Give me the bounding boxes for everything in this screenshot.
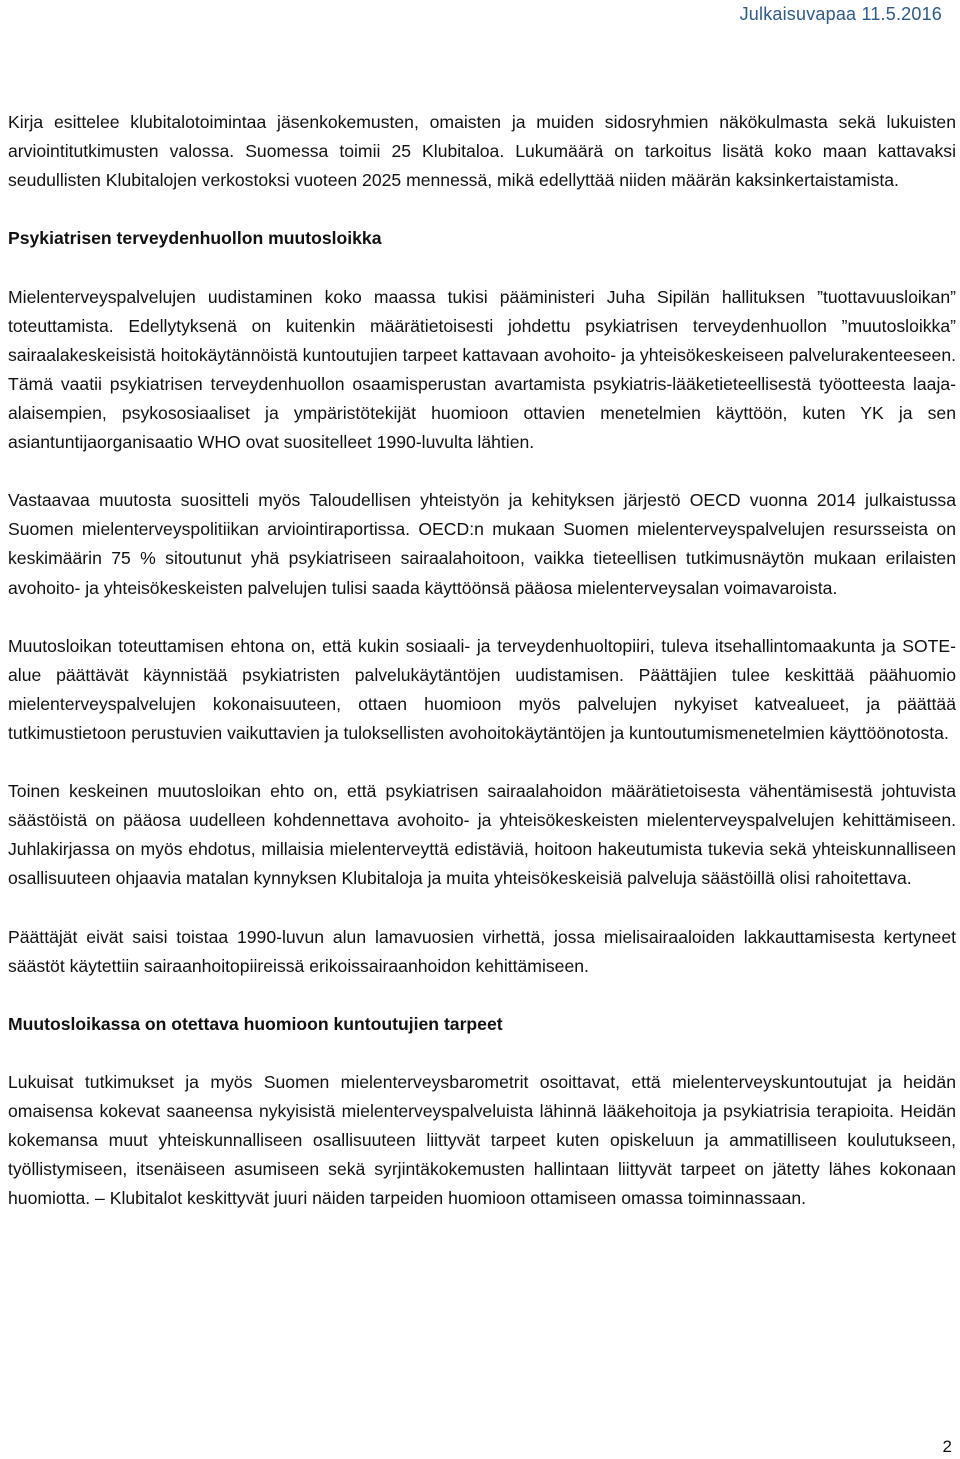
- paragraph-5: Päättäjät eivät saisi toistaa 1990-luvun alun lamavuosien virhettä, jossa mielisairaaloiden lakkauttamisesta kertyneet säästöt käytettiin sairaanhoitopiireissä erikoissairaanhoidon kehittämiseen.: [8, 926, 956, 976]
- intro-paragraph: Kirja esittelee klubitalotoimintaa jäsenkokemusten, omaisten ja muiden sidosryhmien näkökulmasta sekä lukuisten arviointitutkimusten valossa. Suomessa toimii 25 Klubitaloa. Lukumäärä on tarkoitus lisätä koko maan kattavaksi seudullisten Klubitalojen verkostoksi vuoteen 2025 mennessä, mikä edellyttää niiden määrän kaksinkertaistamista.: [8, 112, 956, 191]
- section-heading-muutosloikka: Psykiatrisen terveydenhuollon muutosloikka: [8, 228, 382, 249]
- paragraph-4: Toinen keskeinen muutosloikan ehto on, että psykiatrisen sairaalahoidon määrätietoisesta vähentämisestä johtuvista säästöistä on pääosa uudelleen kohdennettava avohoito- ja yhteisökeskeisten mielenterveyspalvelujen kehittämiseen. Juhlakirjassa on myös ehdotus, millaisia mielenterveyttä edistäviä, hoitoon hakeutumista tukevia sekä yhteiskunnalliseen osallisuuteen ohjaavia matalan kynnyksen Klubitaloja ja muita yhteisökeskeisiä palveluja säästöillä olisi rahoitettava.: [8, 781, 956, 889]
- paragraph-2: Vastaavaa muutosta suositteli myös Taloudellisen yhteistyön ja kehityksen järjestö OECD vuonna 2014 julkaistussa Suomen mielenterveyspolitiikan arviointiraportissa. OECD:n mukaan Suomen mielenterveyspalvelujen resursseista on keskimäärin 75 % sitoutunut yhä psykiatriseen sairaalahoitoon, vaikka tieteellisen tutkimusnäytön mukaan erilaisten avohoito- ja yhteisökeskeisten palvelujen tulisi saada käyttöönsä pääosa mielenterveysalan voimavaroista.: [8, 490, 956, 598]
- section-heading-kuntoutujien-tarpeet: Muutosloikassa on otettava huomioon kuntoutujien tarpeet: [8, 1013, 503, 1034]
- document-body: [8, 108, 956, 1214]
- page-number: 2: [942, 1437, 952, 1456]
- paragraph-6: Lukuisat tutkimukset ja myös Suomen mielenterveysbarometrit osoittavat, että mielenterveyskuntoutujat ja heidän omaisensa kokevat saaneensa nykyisistä mielenterveyspalveluista lähinnä lääkehoitoja ja psykiatrisia terapioita. Heidän kokemansa muut yhteiskunnalliseen osallisuuteen liittyvät tarpeet kuten opiskeluun ja ammatilliseen koulutukseen, työllistymiseen, itsenäiseen asumiseen sekä syrjintäkokemusten hallintaan liittyvät tarpeet on jätetty lähes kokonaan huomiotta. – Klubitalot keskittyvät juuri näiden tarpeiden huomioon ottamiseen omassa toiminnassaan.: [8, 1072, 956, 1209]
- release-date-header: Julkaisuvapaa 11.5.2016: [739, 4, 942, 24]
- paragraph-1: Mielenterveyspalvelujen uudistaminen koko maassa tukisi pääministeri Juha Sipilän hallituksen ”tuottavuusloikan” toteuttamista. Edellytyksenä on kuitenkin määrätietoisesti johdettu psykiatrisen terveydenhuollon ”muutosloikka” sairaalakeskeisistä hoitokäytännöistä kuntoutujien tarpeet kattavaan avohoito- ja yhteisökeskeiseen palvelurakenteeseen. Tämä vaatii psykiatrisen terveydenhuollon osaamisperustan avartamista psykiatris-lääketieteellisestä työotteesta laaja-alaisempien, psykososiaaliset ja ympäristötekijät huomioon ottavien menetelmien käyttöön, kuten YK ja sen asiantuntijaorganisaatio WHO ovat suositelleet 1990-luvulta lähtien.: [8, 286, 956, 453]
- paragraph-3: Muutosloikan toteuttamisen ehtona on, että kukin sosiaali- ja terveydenhuoltopiiri, tuleva itsehallintomaakunta ja SOTE-alue päättävät käynnistää psykiatristen palvelukäytäntöjen uudistamisen. Päättäjien tulee keskittää päähuomio mielenterveyspalvelujen kokonaisuuteen, ottaen huomioon myös palvelujen nykyiset katvealueet, ja päättää tutkimustietoon perustuvien vaikuttavien ja tuloksellisten avohoitokäytäntöjen ja kuntoutumismenetelmien käyttöönotosta.: [8, 635, 956, 743]
